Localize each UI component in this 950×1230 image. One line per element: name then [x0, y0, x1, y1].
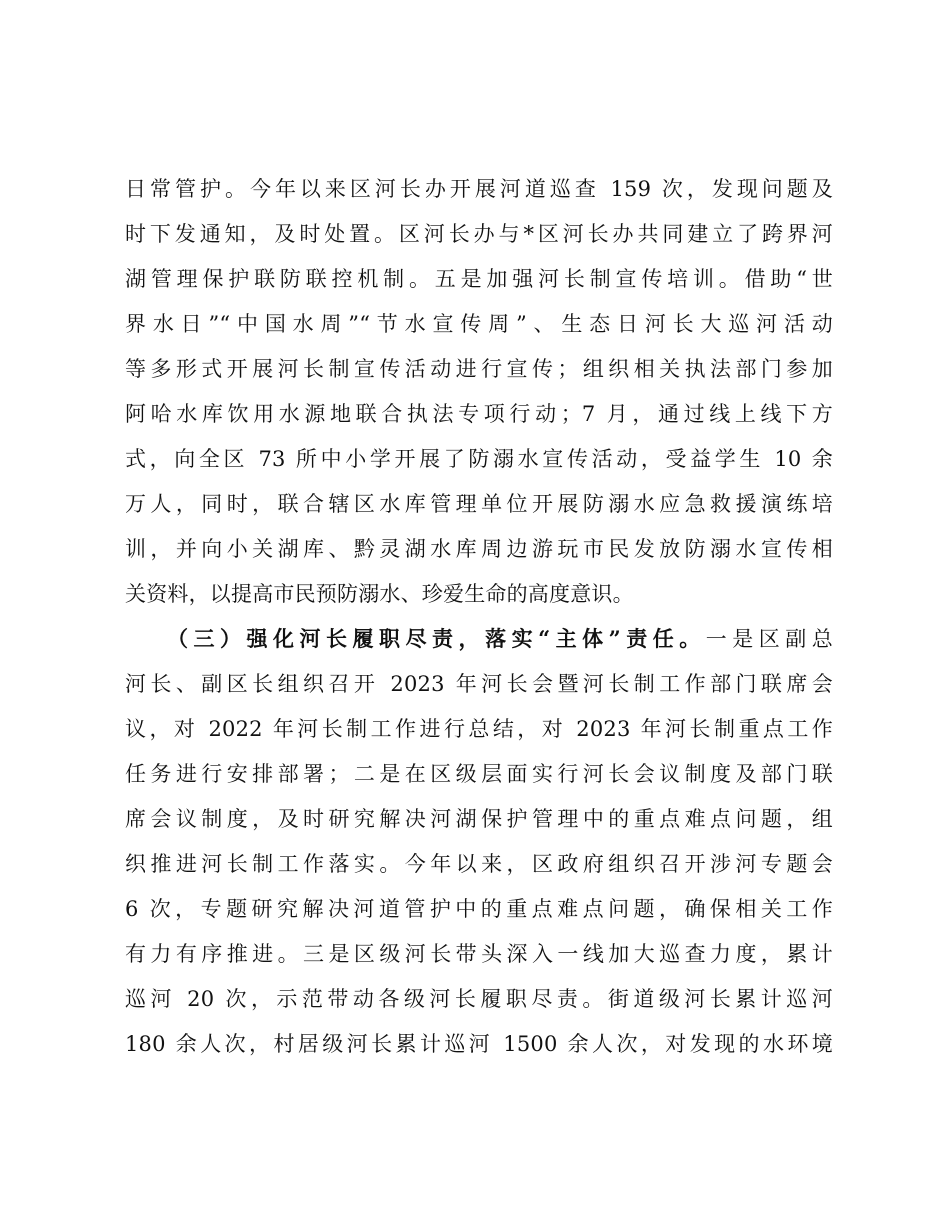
text-line-13: 任务进行安排部署；二是在区级层面实行河长会议制度及部门联 [125, 762, 833, 786]
text-line-1: 日常管护。今年以来区河长办开展河道巡查 159 次，发现问题及 [125, 177, 833, 201]
text-line-5: 等多形式开展河长制宣传活动进行宣传；组织相关执法部门参加 [125, 357, 833, 381]
section-heading-line [167, 624, 833, 654]
text-line-19: 180 余人次，村居级河长累计巡河 1500 余人次，对发现的水环境 [125, 1032, 833, 1056]
text-line-4: 界水日”“中国水周”“节水宣传周”、生态日河长大巡河活动 [125, 312, 833, 336]
text-line-14: 席会议制度，及时研究解决河湖保护管理中的重点难点问题，组 [125, 807, 833, 831]
section-heading-rest: 一是区副总 [705, 627, 834, 651]
text-line-16: 6 次，专题研究解决河道管护中的重点难点问题，确保相关工作 [125, 897, 833, 921]
text-line-18: 巡河 20 次，示范带动各级河长履职尽责。街道级河长累计巡河 [125, 987, 833, 1011]
text-line-15: 织推进河长制工作落实。今年以来，区政府组织召开涉河专题会 [125, 852, 833, 876]
text-line-9: 训，并向小关湖库、黔灵湖水库周边游玩市民发放防溺水宣传相 [125, 537, 833, 561]
text-line-11: 河长、副区长组织召开 2023 年河长会暨河长制工作部门联席会 [125, 672, 833, 696]
text-line-12: 议，对 2022 年河长制工作进行总结，对 2023 年河长制重点工作 [125, 717, 833, 741]
text-line-7: 式，向全区 73 所中小学开展了防溺水宣传活动，受益学生 10 余 [125, 447, 833, 471]
section-heading: （三）强化河长履职尽责，落实“主体”责任。 [167, 626, 706, 651]
text-line-8: 万人，同时，联合辖区水库管理单位开展防溺水应急救援演练培 [125, 492, 833, 516]
text-line-2: 时下发通知，及时处置。区河长办与*区河长办共同建立了跨界河 [125, 222, 833, 246]
text-line-3: 湖管理保护联防联控机制。五是加强河长制宣传培训。借助“世 [125, 267, 833, 291]
text-line-17: 有力有序推进。三是区级河长带头深入一线加大巡查力度，累计 [125, 942, 833, 966]
text-line-6: 阿哈水库饮用水源地联合执法专项行动；7 月，通过线上线下方 [125, 402, 833, 426]
text-line-10: 关资料，以提高市民预防溺水、珍爱生命的高度意识。 [125, 582, 634, 606]
